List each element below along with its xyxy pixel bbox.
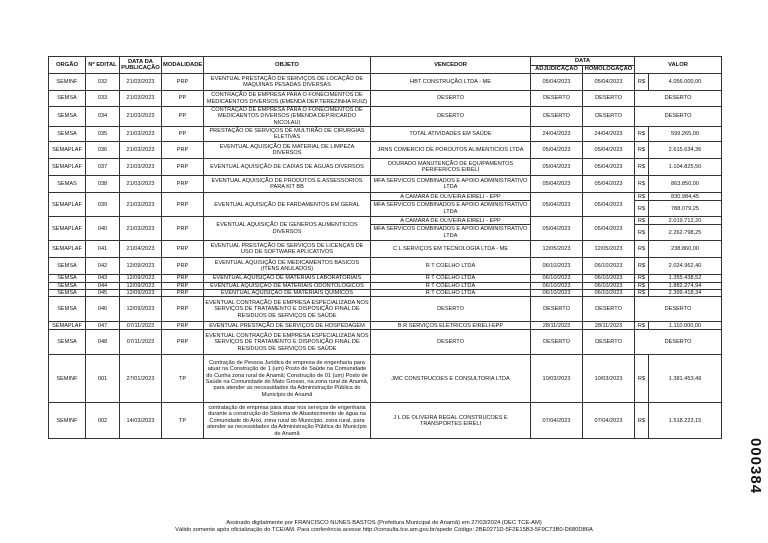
cell-objeto: EVENTUAL AQUISIÇÃO DE MATERIAL DE LIMPEZA DIVERSOS xyxy=(204,142,371,159)
cell-adjudicacao: 24/04/2023 xyxy=(531,127,583,142)
cell-valor: 1.355.438,52 xyxy=(649,275,722,282)
cell-adjudicacao: 06/10/2023 xyxy=(531,275,583,282)
cell-valor: DESERTO xyxy=(635,297,722,322)
cell-homologacao: 06/10/2023 xyxy=(583,258,635,275)
cell-modalidade: PRP xyxy=(162,282,204,289)
cell-adjudicacao: 05/04/2023 xyxy=(531,159,583,176)
cell-currency: R$ xyxy=(635,193,649,201)
cell-edital: 035 xyxy=(86,127,120,142)
page-number-stamp xyxy=(746,438,764,518)
cell-valor: DESERTO xyxy=(635,107,722,127)
cell-vencedor: R T COELHO LTDA xyxy=(371,290,531,297)
cell-objeto: EVENTUAL CONTRAÇÃO DE EMPRESA ESPECIALIZADA NOS SERVIÇOS DE TRATAMENTO E DISPOSIÇÃO FINAL DE RESIDUOS DE SERVIÇOS DE SAÚDE xyxy=(204,297,371,322)
cell-vencedor: DESERTO xyxy=(371,330,531,355)
cell-orgao: SEMSA xyxy=(49,297,86,322)
header-adjudicacao: ADJUDICAÇÃO xyxy=(531,66,583,74)
cell-currency: R$ xyxy=(635,282,649,289)
cell-vencedor: C L SERVIÇOS EM TECNOLOGIA LTDA - ME xyxy=(371,241,531,258)
cell-orgao: SEMAPLAF xyxy=(49,241,86,258)
cell-currency: R$ xyxy=(635,217,649,225)
cell-modalidade: PRP xyxy=(162,322,204,330)
cell-valor: 830.984,45 xyxy=(649,193,722,201)
cell-currency: R$ xyxy=(635,275,649,282)
cell-objeto: contratação de empresa para atuar nos serviços de engenharia durante a construção do Sistema de Abastecimento de água na Comunidade do Arixi, zona rural do Município, zona rural, para atender as necessidades da Administração Pública do Município de Anamã xyxy=(204,403,371,439)
cell-homologacao: 06/10/2023 xyxy=(583,290,635,297)
cell-orgao: SEMSA xyxy=(49,282,86,289)
cell-currency: R$ xyxy=(635,142,649,159)
cell-objeto: CONTRAÇÃO DE EMPRESA PARA O FONECIMENTOS DE MEDICAENTOS DIVERSOS (EMENDA DEP.RICARDO NICOLAU) xyxy=(204,107,371,127)
cell-objeto: EVENTUAL CONTRAÇÃO DE EMPRESA ESPECIALIZADA NOS SERVIÇOS DE TRATAMENTO E DISPOSIÇÃO FINAL DE RESIDUOS DE SERVIÇOS DE SAÚDE xyxy=(204,330,371,355)
cell-vencedor: R T COELHO LTDA xyxy=(371,258,531,275)
cell-objeto: PRESTAÇÃO DE SERVIÇOS DE MULTIRÃO DE CIRURGIAS ELETIVAS xyxy=(204,127,371,142)
cell-data-publicacao: 21/03/2023 xyxy=(120,107,162,127)
table-row xyxy=(49,241,722,258)
table-body xyxy=(49,74,722,439)
cell-homologacao: 06/10/2023 xyxy=(583,282,635,289)
cell-edital: 033 xyxy=(86,91,120,107)
cell-vencedor: A CAMARA DE OLIVEIRA EIRELI - EPP xyxy=(371,217,531,225)
cell-modalidade: PRP xyxy=(162,297,204,322)
cell-objeto: CONTRAÇÃO DE EMPRESA PARA O FONECIMENTOS DE MEDICAENTOS DIVERSOS (EMENDA DEP.TEREZINHA RUIZ) xyxy=(204,91,371,107)
cell-orgao: SEMAS xyxy=(49,176,86,193)
cell-homologacao: 24/04/2023 xyxy=(583,127,635,142)
header-vencedor: VENCEDOR xyxy=(371,57,531,74)
cell-valor: 863.850,00 xyxy=(649,176,722,193)
cell-orgao: SEMAPLAF xyxy=(49,159,86,176)
licitacoes-table xyxy=(48,56,722,439)
header-edital: Nº EDITAL xyxy=(86,57,120,74)
cell-adjudicacao: DESERTO xyxy=(531,330,583,355)
cell-adjudicacao: 06/10/2023 xyxy=(531,258,583,275)
cell-homologacao: 07/04/2023 xyxy=(583,403,635,439)
cell-objeto: EVENTUAL AQUISIÇÃO DE CAIXAS DE AGUAS DIVERSOS xyxy=(204,159,371,176)
cell-edital: 044 xyxy=(86,282,120,289)
cell-adjudicacao: 28/11/2023 xyxy=(531,322,583,330)
cell-valor: DESERTO xyxy=(635,91,722,107)
cell-orgao: SEMSA xyxy=(49,107,86,127)
cell-valor: 2.615.634,36 xyxy=(649,142,722,159)
table-row xyxy=(49,355,722,403)
table-row xyxy=(49,322,722,330)
cell-modalidade: PP xyxy=(162,127,204,142)
cell-adjudicacao: 06/10/2023 xyxy=(531,282,583,289)
cell-homologacao: 10/03/2023 xyxy=(583,355,635,403)
cell-adjudicacao: 12/05/2023 xyxy=(531,241,583,258)
cell-edital: 041 xyxy=(86,241,120,258)
table-row xyxy=(49,176,722,193)
cell-adjudicacao: DESERTO xyxy=(531,297,583,322)
table-row xyxy=(49,403,722,439)
cell-valor: 2.399.418,34 xyxy=(649,290,722,297)
cell-edital: 043 xyxy=(86,275,120,282)
cell-data-publicacao: 07/11/2023 xyxy=(120,322,162,330)
cell-adjudicacao: 07/04/2023 xyxy=(531,403,583,439)
cell-orgao: SEMINF xyxy=(49,74,86,91)
header-modalidade: MODALIDADE xyxy=(162,57,204,74)
cell-objeto: EVENTUAL AQUISIÇÃO DE FARDAMENTOS EM GERAL xyxy=(204,193,371,217)
cell-modalidade: PRP xyxy=(162,275,204,282)
cell-adjudicacao: 05/04/2023 xyxy=(531,193,583,217)
cell-modalidade: PRP xyxy=(162,217,204,241)
cell-currency: R$ xyxy=(635,355,649,403)
table-row xyxy=(49,290,722,297)
cell-modalidade: PRP xyxy=(162,258,204,275)
table-row xyxy=(49,258,722,275)
table-row xyxy=(49,282,722,289)
cell-objeto: EVENTUAL PRESTAÇÃO DE SERVIÇOS DE HOSPEDAGEM xyxy=(204,322,371,330)
cell-objeto: EVENTUAL PRESTAÇÃO DE SERVIÇOS DE LOCAÇÃO DE MAQUINAS PESADAS DIVERSAS xyxy=(204,74,371,91)
table-row xyxy=(49,107,722,127)
cell-modalidade: PRP xyxy=(162,74,204,91)
cell-vencedor: TOTAL ATIVIDADES EM SAÚDE xyxy=(371,127,531,142)
cell-modalidade: PRP xyxy=(162,241,204,258)
cell-adjudicacao: 05/04/2023 xyxy=(531,217,583,241)
cell-adjudicacao: DESERTO xyxy=(531,91,583,107)
cell-vencedor: MFA SERVICOS COMBINADOS E APOIO ADMINISTRATIVO LTDA xyxy=(371,176,531,193)
table-row xyxy=(49,159,722,176)
cell-orgao: SEMAPLAF xyxy=(49,322,86,330)
cell-currency: R$ xyxy=(635,403,649,439)
table-row xyxy=(49,91,722,107)
table-row xyxy=(49,74,722,91)
cell-edital: 039 xyxy=(86,193,120,217)
cell-homologacao: DESERTO xyxy=(583,297,635,322)
header-objeto: OBJETO xyxy=(204,57,371,74)
cell-currency: R$ xyxy=(635,74,649,91)
cell-orgao: SEMSA xyxy=(49,275,86,282)
cell-vencedor: JRNS COMERCIO DE POROUTOS ALIMENTICIOS LTDA xyxy=(371,142,531,159)
cell-homologacao: 05/04/2023 xyxy=(583,142,635,159)
cell-data-publicacao: 21/04/2023 xyxy=(120,241,162,258)
cell-valor: DESERTO xyxy=(635,330,722,355)
header-data: DATA xyxy=(531,57,635,66)
cell-currency: R$ xyxy=(635,201,649,217)
cell-valor: 2.024.962,40 xyxy=(649,258,722,275)
cell-currency: R$ xyxy=(635,225,649,241)
cell-valor: 4.056.000,00 xyxy=(649,74,722,91)
cell-valor: 1.110.000,00 xyxy=(649,322,722,330)
cell-vencedor: B R SERVIÇOS ELETRICOS EIRELI-EPP xyxy=(371,322,531,330)
cell-edital: 047 xyxy=(86,322,120,330)
cell-currency: R$ xyxy=(635,127,649,142)
cell-vencedor: DOURADO MANUTENÇÃO DE EQUIPAMENTOS PERIFERICOS EIRELI xyxy=(371,159,531,176)
cell-valor: 1.104.825,50 xyxy=(649,159,722,176)
cell-objeto: EVENTUAL AQUISIÇÃO DE MATERIAIS QUIMICOS xyxy=(204,290,371,297)
cell-vencedor: MFA SERVICOS COMBINADOS E APOIO ADMINISTRATIVO LTDA xyxy=(371,225,531,241)
cell-data-publicacao: 12/09/2023 xyxy=(120,297,162,322)
cell-modalidade: PRP xyxy=(162,142,204,159)
cell-data-publicacao: 21/03/2023 xyxy=(120,127,162,142)
cell-homologacao: 28/11/2023 xyxy=(583,322,635,330)
cell-edital: 042 xyxy=(86,258,120,275)
cell-adjudicacao: 05/04/2023 xyxy=(531,176,583,193)
cell-currency: R$ xyxy=(635,290,649,297)
stamp-number: 000384 xyxy=(747,438,764,495)
cell-modalidade: PRP xyxy=(162,290,204,297)
cell-objeto: EVENTUAL AQUISIÇÃO DE PRODUTOS E ASSESSORIOS PARA KIT BB xyxy=(204,176,371,193)
cell-edital: 001 xyxy=(86,355,120,403)
cell-data-publicacao: 21/03/2023 xyxy=(120,159,162,176)
table-row xyxy=(49,142,722,159)
cell-data-publicacao: 12/09/2023 xyxy=(120,275,162,282)
cell-edital: 045 xyxy=(86,290,120,297)
table-row xyxy=(49,217,722,225)
cell-orgao: SEMSA xyxy=(49,127,86,142)
cell-data-publicacao: 07/11/2023 xyxy=(120,330,162,355)
cell-orgao: SEMAPLAF xyxy=(49,217,86,241)
cell-data-publicacao: 21/03/2023 xyxy=(120,193,162,217)
cell-adjudicacao: 05/04/2023 xyxy=(531,74,583,91)
cell-edital: 048 xyxy=(86,330,120,355)
cell-data-publicacao: 14/03/2023 xyxy=(120,403,162,439)
cell-adjudicacao: 05/04/2023 xyxy=(531,142,583,159)
cell-orgao: SEMSA xyxy=(49,330,86,355)
cell-modalidade: TP xyxy=(162,355,204,403)
cell-orgao: SEMSA xyxy=(49,290,86,297)
cell-vencedor: R T COELHO LTDA xyxy=(371,275,531,282)
cell-modalidade: PP xyxy=(162,91,204,107)
cell-homologacao: DESERTO xyxy=(583,91,635,107)
cell-currency: R$ xyxy=(635,159,649,176)
cell-modalidade: PRP xyxy=(162,176,204,193)
cell-vencedor: DESERTO xyxy=(371,107,531,127)
cell-data-publicacao: 21/03/2023 xyxy=(120,217,162,241)
cell-adjudicacao: 06/10/2023 xyxy=(531,290,583,297)
cell-valor: 238.860,00 xyxy=(649,241,722,258)
cell-vencedor: JMC CONSTRUCOES E CONSULTORIA LTDA xyxy=(371,355,531,403)
cell-orgao: SEMSA xyxy=(49,91,86,107)
cell-homologacao: DESERTO xyxy=(583,330,635,355)
header-homologacao: HOMOLOGAÇÃO xyxy=(583,66,635,74)
cell-adjudicacao: DESERTO xyxy=(531,107,583,127)
cell-orgao: SEMAPLAF xyxy=(49,142,86,159)
cell-homologacao: DESERTO xyxy=(583,107,635,127)
table-row xyxy=(49,127,722,142)
cell-homologacao: 05/04/2023 xyxy=(583,193,635,217)
cell-objeto: EVENTUAL PRESTAÇÃO DE SERVIÇOS DE LICENÇAS DE USO DE SOFTWARE APLICATIVOS xyxy=(204,241,371,258)
cell-orgao: SEMSA xyxy=(49,258,86,275)
cell-modalidade: PRP xyxy=(162,330,204,355)
header-orgao: ORGÃO xyxy=(49,57,86,74)
cell-vencedor: R T COELHO LTDA xyxy=(371,282,531,289)
cell-objeto: EVENTUAL AQUISIÇÃO DE MEDICAMENTOS BASICOS (ITENS ANULADOS) xyxy=(204,258,371,275)
cell-orgao: SEMAPLAF xyxy=(49,193,86,217)
table-row xyxy=(49,297,722,322)
cell-valor: 2.262.798,25 xyxy=(649,225,722,241)
cell-homologacao: 05/04/2023 xyxy=(583,217,635,241)
cell-objeto: EVENTUAL AQUISIÇÃO DE MATERIAIS LABORATORIAIS xyxy=(204,275,371,282)
cell-data-publicacao: 12/09/2023 xyxy=(120,290,162,297)
cell-objeto: EVENTUAL AQUISIÇÃO DE GENEROS ALIMENTICIOS DIVERSOS xyxy=(204,217,371,241)
cell-homologacao: 12/05/2023 xyxy=(583,241,635,258)
cell-modalidade: PRP xyxy=(162,159,204,176)
cell-data-publicacao: 21/03/2023 xyxy=(120,74,162,91)
cell-modalidade: TP xyxy=(162,403,204,439)
cell-data-publicacao: 21/03/2023 xyxy=(120,142,162,159)
cell-edital: 036 xyxy=(86,142,120,159)
cell-currency: R$ xyxy=(635,322,649,330)
cell-currency: R$ xyxy=(635,258,649,275)
header-valor: VALOR xyxy=(635,57,722,74)
cell-edital: 040 xyxy=(86,217,120,241)
cell-adjudicacao: 10/03/2023 xyxy=(531,355,583,403)
cell-orgao: SEMINF xyxy=(49,355,86,403)
cell-orgao: SEMINF xyxy=(49,403,86,439)
cell-vencedor: HBT CONSTRUÇÃO LTDA - ME xyxy=(371,74,531,91)
cell-data-publicacao: 21/03/2023 xyxy=(120,176,162,193)
cell-modalidade: PP xyxy=(162,107,204,127)
cell-valor: 2.019.712,20 xyxy=(649,217,722,225)
footer-validation: Válido somente após oficialização do TCE/AM. Para conferência acesse http://consulta.tce.am.gov.br/spede Código: 2BE0271D-5F2E15B3-5F9C73B0-D680D86A xyxy=(175,527,593,533)
cell-valor: 1.381.453,49 xyxy=(649,355,722,403)
cell-currency: R$ xyxy=(635,176,649,193)
cell-edital: 037 xyxy=(86,159,120,176)
cell-valor: 1.518.223,15 xyxy=(649,403,722,439)
cell-homologacao: 05/04/2023 xyxy=(583,159,635,176)
table-row xyxy=(49,193,722,201)
header-data-publicacao: DATA DA PUBLICAÇÃO xyxy=(120,57,162,74)
cell-valor: 788.079,25 xyxy=(649,201,722,217)
cell-edital: 002 xyxy=(86,403,120,439)
cell-homologacao: 05/04/2023 xyxy=(583,74,635,91)
cell-vencedor: DESERTO xyxy=(371,91,531,107)
table-row xyxy=(49,330,722,355)
cell-currency: R$ xyxy=(635,241,649,258)
cell-homologacao: 06/10/2023 xyxy=(583,275,635,282)
cell-edital: 046 xyxy=(86,297,120,322)
cell-edital: 034 xyxy=(86,107,120,127)
cell-vencedor: MFA SERVICOS COMBINADOS E APOIO ADMINISTRATIVO LTDA xyxy=(371,201,531,217)
cell-data-publicacao: 12/09/2023 xyxy=(120,282,162,289)
cell-objeto: EVENTUAL AQUISIÇÃO DE MATERIAIS ODONTOLOGICOS xyxy=(204,282,371,289)
footer-signature: Assinado digitalmente por FRANCISCO NUNES BASTOS (Prefeitura Municipal de Anamã) em 27/03/2024 (DEC TCE-AM) xyxy=(226,520,542,526)
cell-data-publicacao: 12/09/2023 xyxy=(120,258,162,275)
cell-modalidade: PRP xyxy=(162,193,204,217)
table-row xyxy=(49,275,722,282)
cell-vencedor: DESERTO xyxy=(371,297,531,322)
cell-objeto: Contração de Pessoa Juridica de empresa de engenharia para atuar na Construção de 1 (um) Posto de Saúde na Comunidade do Cunha zona rural de Anamã; Construção de 01 (um) Posto de Saúde na Comunidade do Mato Grosso, na zona rural de Anamã, para atender as necessidades da Administração Pública do Município de Anamã xyxy=(204,355,371,403)
cell-data-publicacao: 27/01/2023 xyxy=(120,355,162,403)
cell-valor: 599.265,00 xyxy=(649,127,722,142)
cell-data-publicacao: 21/03/2023 xyxy=(120,91,162,107)
cell-vencedor: J L DE OLIVEIRA REGAL CONSTRUCOES E TRANSPORTES EIRELI xyxy=(371,403,531,439)
cell-valor: 1.882.274,94 xyxy=(649,282,722,289)
cell-edital: 032 xyxy=(86,74,120,91)
cell-edital: 038 xyxy=(86,176,120,193)
cell-homologacao: 05/04/2023 xyxy=(583,176,635,193)
cell-vencedor: A CAMARA DE OLIVEIRA EIRELI - EPP xyxy=(371,193,531,201)
